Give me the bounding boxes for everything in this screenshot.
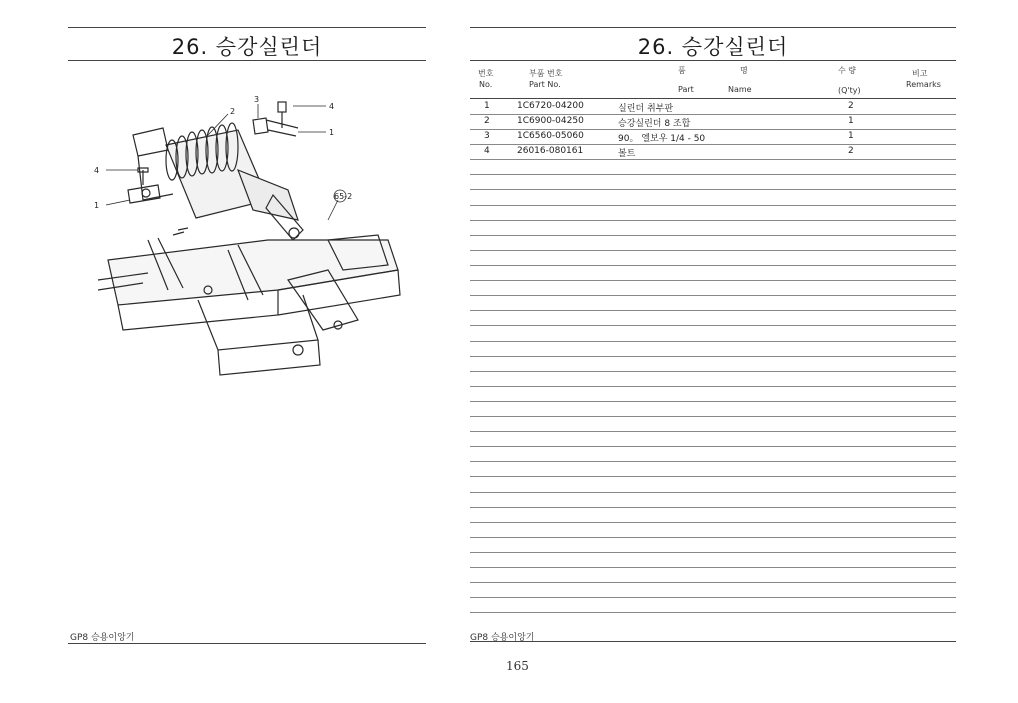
callout-1-right: 1 xyxy=(329,128,335,137)
row-no: 2 xyxy=(484,116,490,126)
right-footer-rule xyxy=(470,641,956,642)
table-row xyxy=(470,114,956,129)
table-rule-line xyxy=(470,476,956,477)
table-rule-line xyxy=(470,295,956,296)
left-top-rule xyxy=(68,27,426,28)
right-footer-text: GP8 승용이앙기 xyxy=(470,633,535,643)
table-row xyxy=(470,99,956,114)
row-part-no: 1C6560-05060 xyxy=(517,131,584,141)
table-rule-line xyxy=(470,265,956,266)
header-qty-ko: 수 량 xyxy=(838,66,856,75)
row-no: 1 xyxy=(484,101,490,111)
table-rule-line xyxy=(470,582,956,583)
right-top-rule xyxy=(470,27,956,28)
header-remarks-ko: 비고 xyxy=(912,69,928,78)
header-partno-ko: 부품 번호 xyxy=(529,69,563,78)
header-remarks-en: Remarks xyxy=(906,80,941,89)
table-rule-line xyxy=(470,341,956,342)
header-no-en: No. xyxy=(479,80,493,89)
right-page-title: 26. 승강실린더 xyxy=(637,35,789,59)
cylinder-exploded-diagram xyxy=(88,90,418,390)
table-rule-line xyxy=(470,205,956,206)
left-page-title: 26. 승강실린더 xyxy=(171,35,323,59)
table-rule-line xyxy=(470,174,956,175)
header-qty-en: (Q'ty) xyxy=(838,86,861,95)
header-name-ko-2: 명 xyxy=(740,66,748,75)
table-rule-line xyxy=(470,250,956,251)
table-row xyxy=(470,129,956,144)
table-row xyxy=(470,144,956,159)
left-footer-rule xyxy=(68,643,426,644)
table-rule-line xyxy=(470,386,956,387)
table-rule-line xyxy=(470,552,956,553)
header-name-ko-1: 품 xyxy=(678,66,686,75)
header-partno-en: Part No. xyxy=(529,80,561,89)
table-rule-line xyxy=(470,235,956,236)
row-part-no: 1C6720-04200 xyxy=(517,101,584,111)
table-rule-line xyxy=(470,416,956,417)
row-name: 볼트 xyxy=(618,149,636,159)
row-part-no: 26016-080161 xyxy=(517,146,584,156)
table-rule-line xyxy=(470,461,956,462)
header-name-en-2: Name xyxy=(728,85,752,94)
table-rule-line xyxy=(470,129,956,130)
row-qty: 1 xyxy=(848,116,854,126)
table-rule-line xyxy=(470,189,956,190)
header-name-en-1: Part xyxy=(678,85,694,94)
row-qty: 2 xyxy=(848,101,854,111)
callout-3: 3 xyxy=(254,95,260,104)
table-rule-line xyxy=(470,356,956,357)
table-rule-line xyxy=(470,159,956,160)
row-name: 90。 엘보우 1/4 - 50 xyxy=(618,134,706,144)
row-no: 3 xyxy=(484,131,490,141)
row-name: 실린더 취부판 xyxy=(618,104,674,114)
table-rule-line xyxy=(470,492,956,493)
table-rule-line xyxy=(470,537,956,538)
table-rule-line xyxy=(470,431,956,432)
callout-65-2: 65-2 xyxy=(334,192,353,201)
callout-4-left: 4 xyxy=(94,166,100,175)
table-rule-line xyxy=(470,446,956,447)
callout-4-top: 4 xyxy=(329,102,335,111)
right-title-rule xyxy=(470,60,956,61)
callout-1-left: 1 xyxy=(94,201,100,210)
left-title-rule xyxy=(68,60,426,61)
row-name: 승강실린더 8 조합 xyxy=(618,119,691,129)
row-part-no: 1C6900-04250 xyxy=(517,116,584,126)
table-rule-line xyxy=(470,597,956,598)
row-no: 4 xyxy=(484,146,490,156)
table-rule-line xyxy=(470,310,956,311)
table-rule-line xyxy=(470,114,956,115)
table-rule-line xyxy=(470,567,956,568)
table-rule-line xyxy=(470,612,956,613)
table-rule-line xyxy=(470,144,956,145)
row-qty: 2 xyxy=(848,146,854,156)
callout-2: 2 xyxy=(230,107,236,116)
table-rule-line xyxy=(470,522,956,523)
table-rule-line xyxy=(470,280,956,281)
table-rule-line xyxy=(470,220,956,221)
page-number: 165 xyxy=(506,659,529,673)
header-no-ko: 번호 xyxy=(478,69,494,78)
table-rule-line xyxy=(470,401,956,402)
left-footer-text: GP8 승용이앙기 xyxy=(70,633,135,643)
table-rule-line xyxy=(470,507,956,508)
table-rule-line xyxy=(470,325,956,326)
row-qty: 1 xyxy=(848,131,854,141)
table-rule-line xyxy=(470,371,956,372)
